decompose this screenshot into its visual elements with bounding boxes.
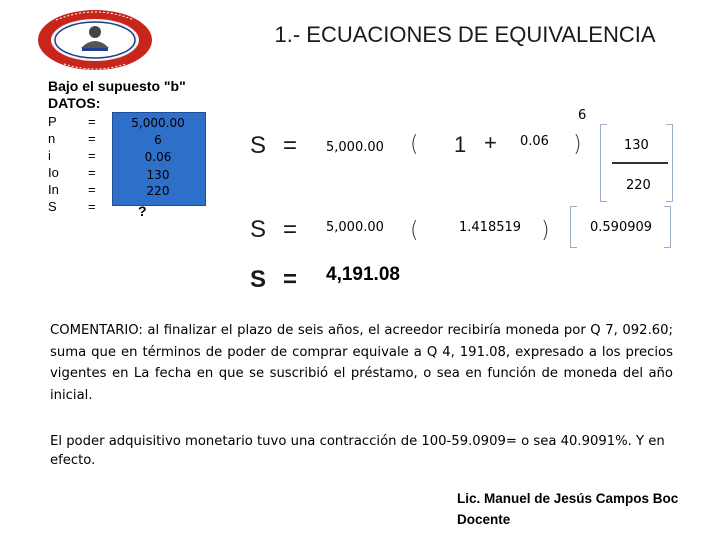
var-i-value: 0.06: [144, 150, 172, 164]
fraction-line: [612, 162, 668, 164]
comment-paragraph: [50, 320, 673, 406]
var-n-label: n: [48, 131, 56, 146]
equals-sign: =: [88, 148, 96, 163]
formula-rate: 0.06: [520, 134, 549, 149]
formula-one: 1: [454, 132, 467, 157]
data-heading: DATOS:: [48, 95, 101, 111]
formula-plus: +: [484, 130, 497, 155]
formula-exponent: 6: [578, 108, 587, 123]
left-bracket: [600, 124, 607, 202]
var-io-label: Io: [48, 165, 59, 180]
formula-ratio: 0.590909: [590, 220, 653, 235]
right-bracket: [664, 206, 671, 248]
open-paren: (: [410, 132, 419, 157]
equals-sign: =: [88, 114, 96, 129]
formula-denominator: 220: [626, 178, 651, 193]
formula-equals: =: [283, 216, 298, 243]
var-n-value: 6: [154, 133, 162, 147]
formula-s: S: [250, 266, 267, 293]
close-paren: ): [541, 218, 550, 243]
var-p-value: 5,000.00: [131, 116, 185, 130]
left-bracket: [570, 206, 577, 248]
open-paren: (: [410, 218, 419, 243]
equals-sign: =: [88, 182, 96, 197]
formula-numerator: 130: [624, 138, 649, 153]
comment-label: COMENTARIO:: [50, 323, 143, 338]
formula-factor: 1.418519: [459, 220, 522, 235]
formula-principal: 5,000.00: [326, 140, 384, 155]
var-p-label: P: [48, 114, 57, 129]
formula-result: 4,191.08: [326, 264, 400, 285]
var-s-value: ?: [138, 203, 147, 219]
formula-equals: =: [283, 266, 298, 293]
page-title: 1.- ECUACIONES DE EQUIVALENCIA: [274, 22, 656, 47]
var-i-label: i: [48, 148, 51, 163]
comment-text: al finalizar el plazo de seis años, el acreedor recibiría moneda por Q 7, 092.60; suma que en términos de poder de comprar equivale a Q 4, 191.08, expresado a los precios vigentes en La fecha en que se suscribió el préstamo, o sea en función de moneda del año inicial.: [50, 323, 673, 403]
equals-sign: =: [88, 165, 96, 180]
var-in-value: 220: [146, 184, 170, 198]
purchasing-power-paragraph: El poder adquisitivo monetario tuvo una contracción de 100-59.0909= o sea 40.9091%. Y en efecto.: [50, 434, 665, 468]
formula-principal: 5,000.00: [326, 220, 384, 235]
close-paren: ): [573, 132, 582, 157]
formula-equals: =: [283, 132, 298, 159]
equals-sign: =: [88, 199, 96, 214]
signature-name: Lic. Manuel de Jesús Campos Boc: [457, 491, 679, 506]
equals-sign: =: [88, 131, 96, 146]
var-io-value: 130: [146, 168, 170, 182]
formula-s: S: [250, 132, 267, 159]
signature-role: Docente: [457, 512, 511, 527]
assumption-heading: Bajo el supuesto "b": [48, 78, 186, 94]
university-logo: [36, 8, 154, 72]
var-s-label: S: [48, 199, 57, 214]
formula-s: S: [250, 216, 267, 243]
right-bracket: [666, 124, 673, 202]
var-in-label: In: [48, 182, 59, 197]
